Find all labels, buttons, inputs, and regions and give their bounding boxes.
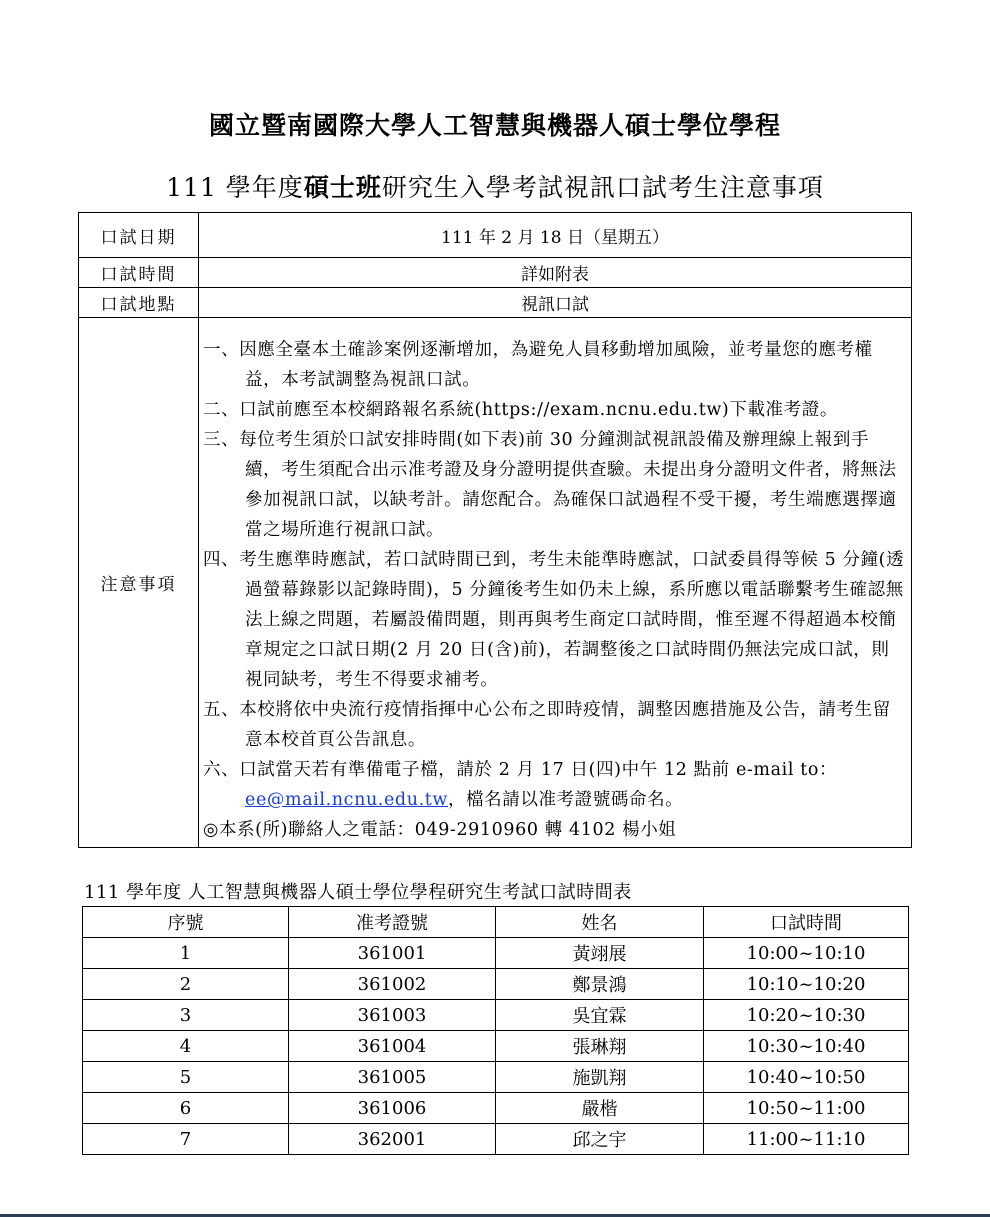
info-row-notes [79, 318, 912, 848]
place-label: 口試地點 [79, 288, 199, 318]
exam-info-table [78, 212, 912, 848]
table-row: 4 361004 張琳翔 10:30~10:40 [83, 1031, 909, 1062]
note-item: 四、考生應準時應試，若口試時間已到，考生未能準時應試，口試委員得等候 5 分鐘(透過螢幕錄影以記錄時間)，5 分鐘後考生如仍未上線，系所應以電話聯繫考生確認無法上線之問題，若屬設備問題，則再與考生商定口試時間，惟至遲不得超過本校簡章規定之口試日期(2 月 20 日(含)前)，若調整後之口試時間仍無法完成口試，則視同缺考，考生不得要求補考。 [203, 550, 905, 690]
note-item: 五、本校將依中央流行疫情指揮中心公布之即時疫情，調整因應措施及公告，請考生留意本校首頁公告訊息。 [203, 700, 891, 750]
col-header-seq: 序號 [83, 907, 289, 938]
time-label: 口試時間 [79, 258, 199, 288]
time-value: 詳如附表 [199, 258, 912, 288]
table-row: 7 362001 邱之宇 11:00~11:10 [83, 1124, 909, 1155]
info-row-time [79, 258, 912, 288]
date-value: 111 年 2 月 18 日（星期五） [199, 213, 912, 258]
table-row: 2 361002 鄭景鴻 10:10~10:20 [83, 969, 909, 1000]
info-row-place [79, 288, 912, 318]
schedule-title: 111 學年度 人工智慧與機器人碩士學位學程研究生考試口試時間表 [84, 882, 632, 903]
subtitle-rest: 研究生入學考試視訊口試考生注意事項 [381, 173, 824, 202]
note-item: 一、因應全臺本土確診案例逐漸增加，為避免人員移動增加風險，並考量您的應考權益，本考試調整為視訊口試。 [203, 340, 873, 390]
info-row-date [79, 213, 912, 258]
col-header-ticket: 准考證號 [289, 907, 496, 938]
page-title: 國立暨南國際大學人工智慧與機器人碩士學位學程 [208, 111, 781, 140]
notes-cell [199, 318, 912, 848]
table-row: 1 361001 黃翊展 10:00~10:10 [83, 938, 909, 969]
schedule-table [82, 906, 909, 1155]
contact-line: ◎本系(所)聯絡人之電話：049-2910960 轉 4102 楊小姐 [203, 820, 677, 840]
page-subtitle [0, 168, 990, 204]
subtitle-year: 111 學年度 [166, 173, 304, 202]
table-row: 3 361003 吳宜霖 10:20~10:30 [83, 1000, 909, 1031]
subtitle-bold: 碩士班 [303, 173, 382, 202]
notes-label: 注意事項 [79, 318, 199, 848]
table-row: 6 361006 嚴楷 10:50~11:00 [83, 1093, 909, 1124]
note-item: 二、口試前應至本校網路報名系統(https://exam.ncnu.edu.tw)下載准考證。 [203, 400, 838, 420]
table-row: 5 361005 施凱翔 10:40~10:50 [83, 1062, 909, 1093]
date-label: 口試日期 [79, 213, 199, 258]
note-item-email: 六、口試當天若有準備電子檔，請於 2 月 17 日(四)中午 12 點前 e-mail to：ee@mail.ncnu.edu.tw，檔名請以准考證號碼命名。 [203, 760, 838, 810]
place-value: 視訊口試 [199, 288, 912, 318]
col-header-time: 口試時間 [704, 907, 909, 938]
email-link[interactable]: ee@mail.ncnu.edu.tw [245, 790, 448, 810]
col-header-name: 姓名 [496, 907, 704, 938]
note-item: 三、每位考生須於口試安排時間(如下表)前 30 分鐘測試視訊設備及辦理線上報到手續，考生須配合出示准考證及身分證明提供查驗。未提出身分證明文件者，將無法參加視訊口試，以缺考計。請您配合。為確保口試過程不受干擾，考生端應選擇適當之場所進行視訊口試。 [203, 430, 897, 540]
schedule-header-row [83, 907, 909, 938]
